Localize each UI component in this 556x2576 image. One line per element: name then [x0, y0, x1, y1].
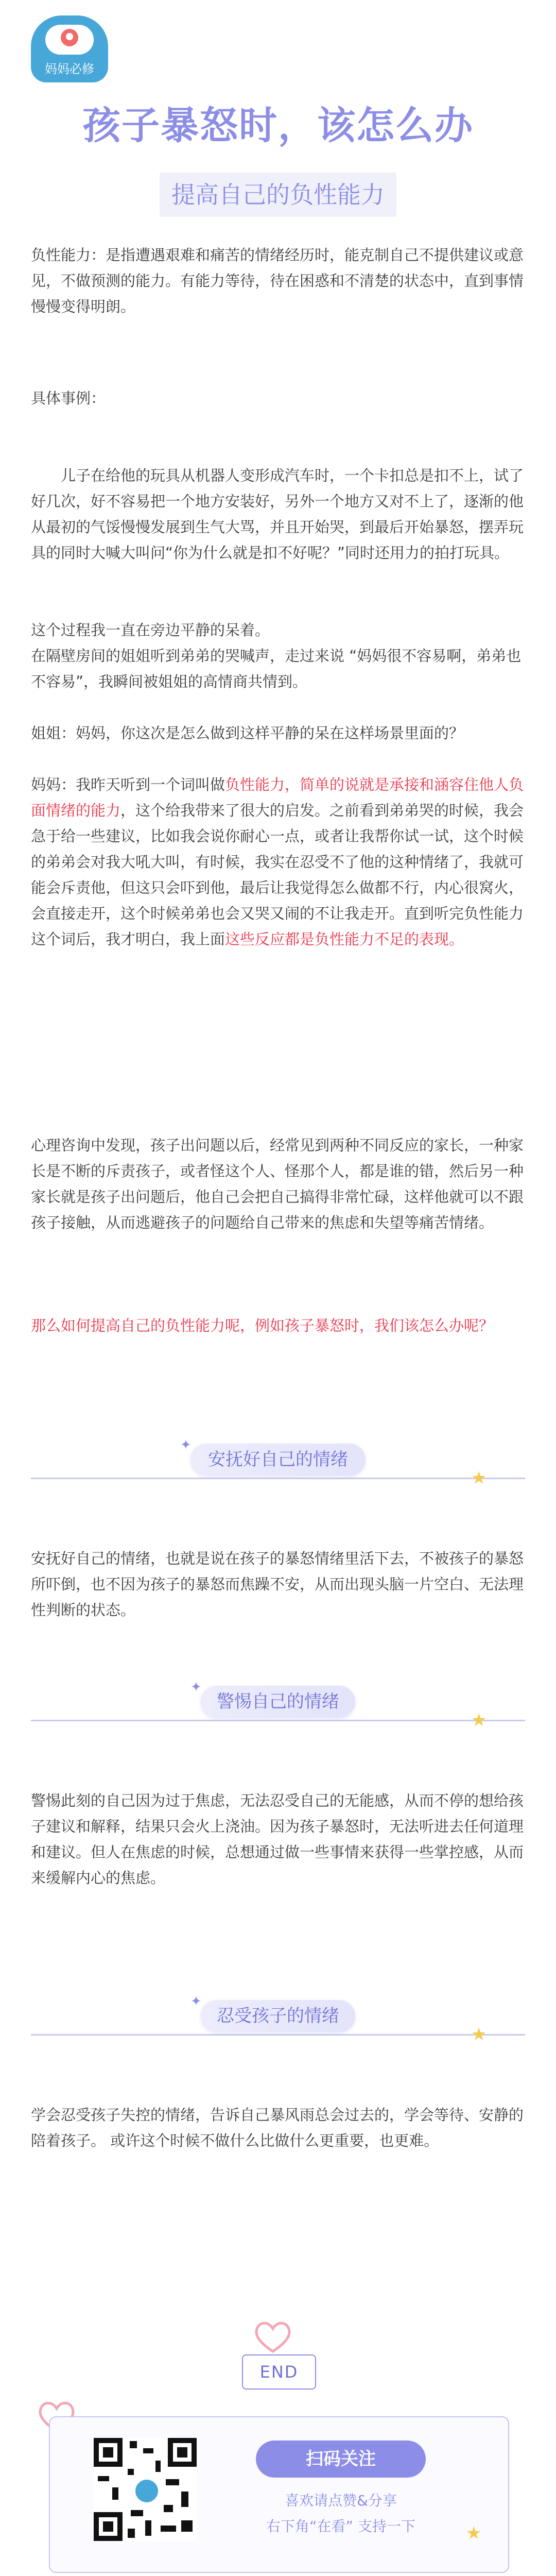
watching-hint-text: 右下角“在看” 支持一下 — [266, 2518, 415, 2535]
page-subtitle: 提高自己的负性能力 — [171, 181, 385, 209]
qr-module — [181, 2520, 193, 2532]
section-divider — [31, 1720, 525, 1721]
consult-paragraph: 心理咨询中发现，孩子出问题以后，经常见到两种不同反应的家长，一种家长是不断的斥责孩子，或者怪这个人、怪那个人，都是谁的错，然后另一种家长就是孩子出问题后，他自己会把自己搞得非常忙碌，这样他就可以不跟孩子接触，从而逃避孩子的问题给自己带来的焦虑和失望等痛苦情绪。 — [31, 1137, 524, 1231]
qr-module — [143, 2448, 153, 2453]
section-header-3 — [31, 1989, 525, 2045]
sparkle-icon: ✦ — [190, 1680, 202, 1695]
section-body-1: 安抚好自己的情绪，也就是说在孩子的暴怒情绪里活下去，不被孩子的暴怒所吓倒，也不因为孩子的暴怒而焦躁不安，从而出现头脑一片空白、无法理性判断的状态。 — [31, 1550, 524, 1619]
dialog-mom-highlight-2: 这些反应都是负性能力不足的表现。 — [225, 930, 464, 948]
brand-logo — [31, 15, 108, 82]
subtitle-box — [160, 173, 396, 217]
heart-outline-icon — [252, 2318, 293, 2354]
scan-follow-button[interactable]: 扫码关注 — [256, 2441, 426, 2478]
dialog-sister: 姐姐：妈妈，你这次是怎么做到这样平静的呆在这样场景里面的？ — [31, 724, 464, 742]
section-title: 警惕自己的情绪 — [217, 1691, 339, 1712]
section-divider — [31, 2034, 525, 2036]
example-label: 具体事例： — [31, 389, 106, 407]
star-icon: ★ — [471, 1468, 487, 1488]
qr-module — [181, 2492, 188, 2507]
qr-finder-core — [177, 2447, 187, 2458]
section-body-2: 警惕此刻的自己因为过于焦虑，无法忍受自己的无能感，从而不停的想给孩子建议和解释，结果只会火上浇油。因为孩子暴怒时，无法听进去任何道理和建议。但人在焦虑的时候，总想通过做一些事情来获得一些掌控感，从而来缓解内心的焦虑。 — [31, 1792, 524, 1887]
qr-module — [112, 2487, 118, 2500]
dialog-mom-highlight-1: 负性能力，简单的说就是承接和涵容住他人负面情绪的能力 — [31, 776, 524, 819]
sparkle-icon: ✦ — [180, 1437, 192, 1453]
story-paragraph-1: 儿子在给他的玩具从机器人变形成汽车时，一个卡扣总是扣不上，试了好几次，好不容易把一个地方安装好，另外一个地方又对不上了，逐渐的他从最初的气馁慢慢发展到生气大骂，并且开始哭，到最后开始暴怒，摆弄玩具的同时大喊大叫问“你为什么就是扣不好呢？”同时还用力的拍打玩具。 — [31, 467, 524, 562]
qr-module — [131, 2510, 143, 2516]
section-header-1 — [31, 1432, 525, 1489]
logo-badge — [45, 25, 94, 55]
story-paragraph-2: 这个过程我一直在旁边平静的呆着。 — [31, 621, 270, 639]
section-pill — [201, 1686, 355, 1718]
qr-finder-core — [103, 2447, 113, 2458]
qr-module — [130, 2441, 137, 2448]
definition-paragraph: 负性能力：是指遭遇艰难和痛苦的情绪经历时，能克制自己不提供建议或意见，不做预测的能力。有能力等待，待在困惑和不清楚的状态中，直到事情慢慢变得明朗。 — [31, 246, 524, 315]
logo-text: 妈妈必修 — [45, 62, 94, 76]
qr-module — [128, 2529, 135, 2538]
section-divider — [31, 1478, 525, 1479]
star-icon: ★ — [466, 2523, 482, 2544]
follow-card — [49, 2416, 509, 2573]
qr-module — [161, 2526, 176, 2532]
star-icon: ★ — [471, 2024, 487, 2045]
star-icon: ★ — [471, 1710, 487, 1731]
logo-dot — [66, 33, 73, 40]
qr-module — [145, 2520, 151, 2536]
section-title: 忍受孩子的情绪 — [217, 2006, 339, 2026]
question-paragraph: 那么如何提高自己的负性能力呢，例如孩子暴怒时，我们该怎么办呢？ — [31, 1317, 494, 1334]
dialog-mom-text-b: ，这个给我带来了很大的启发。之前看到弟弟哭的时候，我会急于给一些建议，比如我会说你耐心一点，或者让我帮你试一试，这个时候的弟弟会对我大吼大叫，有时候，我实在忍受不了他的这种情绪了，我就可能会斥责他，但这只会吓到他，最后让我觉得怎么做都不行，内心很窝火，会直接走开，这个时候弟弟也会又哭又闹的不让我走开。直到听完负性能力这个词后，我才明白，我上面 — [31, 802, 524, 948]
qr-finder-core — [103, 2521, 113, 2532]
section-pill — [190, 1444, 366, 1476]
section-header-2 — [31, 1674, 525, 1731]
qr-module — [155, 2461, 161, 2472]
story-paragraph-3: 在隔壁房间的姐姐听到弟弟的哭喊声，走过来说 “妈妈很不容易啊，弟弟也不容易”，我瞬间被姐姐的高情商共情到。 — [31, 647, 522, 690]
qr-module — [128, 2469, 134, 2475]
qr-module — [164, 2505, 173, 2512]
qr-module — [166, 2479, 179, 2485]
qr-logo-icon — [134, 2478, 160, 2504]
dialog-mom — [31, 772, 525, 952]
dialog-mom-text-a: 妈妈：我昨天听到一个词叫做 — [31, 776, 225, 793]
section-pill — [201, 2000, 355, 2032]
qr-module — [98, 2476, 109, 2481]
section-title: 安抚好自己的情绪 — [208, 1449, 348, 1470]
sparkle-icon: ✦ — [190, 1994, 202, 2009]
end-marker — [242, 2354, 316, 2389]
section-body-3: 学会忍受孩子失控的情绪，告诉自己暴风雨总会过去的，学会等待、安静的陪着孩子。 或许这个时候不做什么比做什么更重要，也更难。 — [31, 2106, 524, 2149]
page-title: 孩子暴怒时，该怎么办 — [82, 104, 474, 148]
qr-code[interactable] — [94, 2438, 197, 2541]
end-label: END — [259, 2362, 299, 2382]
like-share-text: 喜欢请点赞&分享 — [285, 2492, 397, 2509]
